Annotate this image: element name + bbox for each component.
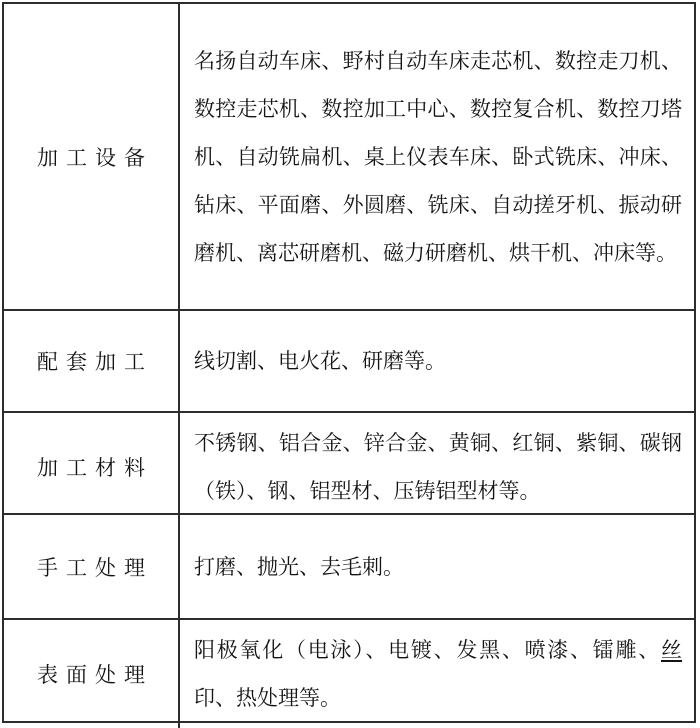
surface-treatment-text-pre: 阳极氧化（电泳）、电镀、发黑、喷漆、镭雕、 xyxy=(194,638,661,662)
surface-treatment-text-post: 印、热处理等。 xyxy=(194,686,341,710)
surface-treatment-text-underlined: 丝 xyxy=(661,638,682,662)
table-row-surface-treatment xyxy=(4,620,694,721)
row-content-text: 线切割、电火花、研磨等。 xyxy=(194,349,446,373)
row-content xyxy=(180,4,694,309)
table-row-manual-processing xyxy=(4,515,694,620)
row-content-text: 打磨、抛光、去毛刺。 xyxy=(194,554,404,579)
row-label xyxy=(4,311,180,411)
row-content xyxy=(180,311,694,411)
row-label-text: 表面处理 xyxy=(37,663,153,687)
row-label-text: 加工材料 xyxy=(37,456,153,480)
spec-table xyxy=(2,2,696,723)
table-row-processing-equipment xyxy=(4,4,694,311)
row-label xyxy=(4,4,180,309)
row-label xyxy=(4,620,180,728)
row-label xyxy=(4,413,180,521)
row-content-text xyxy=(194,626,682,722)
row-content xyxy=(180,515,694,618)
row-content xyxy=(180,620,694,728)
table-row-supporting-processing xyxy=(4,311,694,413)
row-label xyxy=(4,515,180,618)
row-label-text: 手工处理 xyxy=(37,555,153,580)
row-label-text: 加工设备 xyxy=(37,145,153,170)
table-row-processing-materials xyxy=(4,413,694,515)
row-content-text: 名扬自动车床、野村自动车床走芯机、数控走刀机、数控走芯机、数控加工中心、数控复合机、数控刀塔机、自动铣扁机、桌上仪表车床、卧式铣床、冲床、钻床、平面磨、外圆磨、铣床、自动搓牙机、振动研磨机、离芯研磨机、磁力研磨机、烘干机、冲床等。 xyxy=(194,48,682,265)
row-label-text: 配套加工 xyxy=(37,350,153,374)
row-content-text: 不锈钢、铝合金、锌合金、黄铜、红铜、紫铜、碳钢（铁）、钢、铝型材、压铸铝型材等。 xyxy=(194,431,682,503)
row-content xyxy=(180,413,694,521)
